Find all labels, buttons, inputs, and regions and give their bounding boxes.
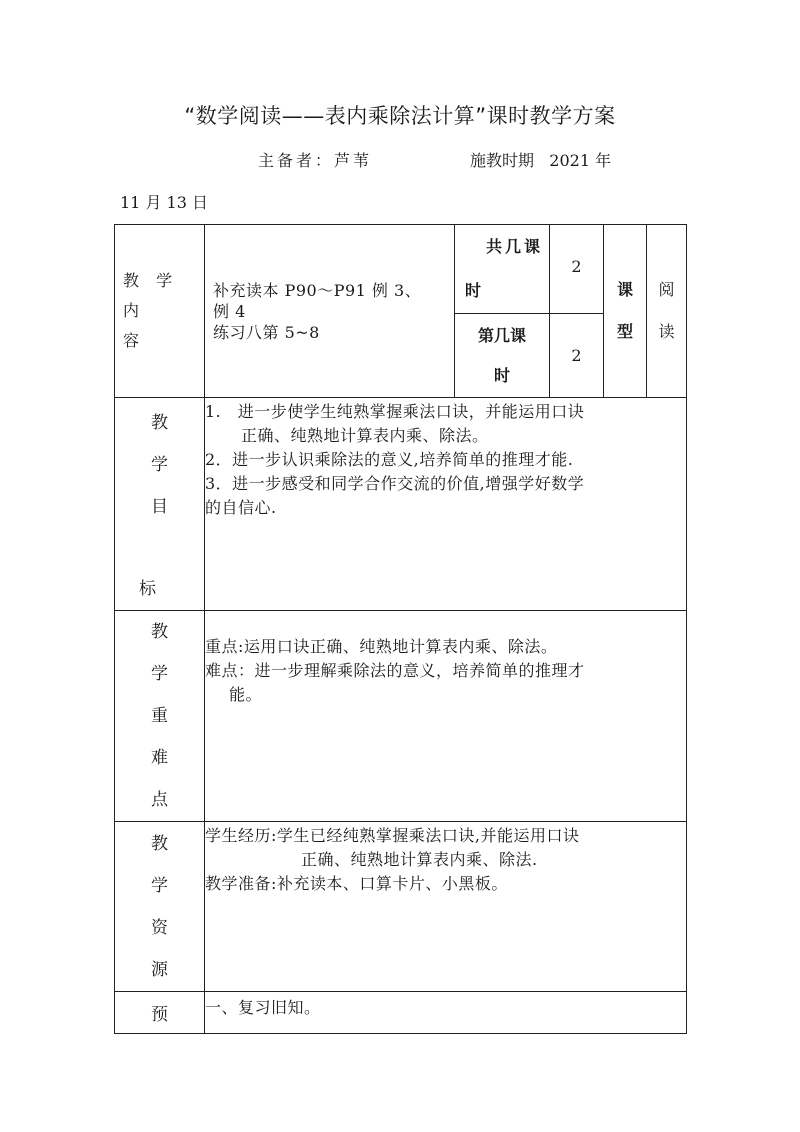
document-title: “数学阅读——表内乘除法计算”课时教学方案	[184, 104, 616, 128]
key-point-line: 能。	[229, 685, 263, 704]
goals-label-char: 学	[151, 455, 168, 475]
goal-line: 1. 进一步使学生纯熟掌握乘法口诀，并能运用口诀	[205, 402, 585, 421]
which-label-1: 第几课	[477, 325, 526, 345]
teaching-period	[470, 148, 611, 171]
resource-line: 教学准备:补充读本、口算卡片、小黑板。	[205, 874, 508, 893]
pre-label-cell: 预	[115, 992, 205, 1034]
key-label-char: 点	[151, 790, 168, 810]
key-label-char: 难	[151, 748, 168, 768]
goals-label-char: 标	[139, 579, 156, 599]
type-value-2: 读	[658, 322, 675, 341]
key-points-label-cell	[115, 611, 205, 822]
content-label-2: 容	[123, 331, 140, 350]
goals-label-char: 教	[151, 413, 168, 433]
which-hour-label	[455, 314, 550, 398]
key-point-line: 难点：进一步理解乘除法的意义，培养简单的推理才	[205, 661, 585, 680]
key-label-char: 重	[151, 706, 168, 726]
total-hours-label	[455, 225, 550, 314]
goal-line: 的自信心.	[205, 498, 277, 517]
goal-line: 2．进一步认识乘除法的意义,培养简单的推理才能.	[205, 450, 574, 469]
lesson-plan-table	[114, 224, 687, 1034]
total-label-1: 共几课	[485, 237, 543, 256]
resource-line: 正确、纯熟地计算表内乘、除法.	[301, 850, 538, 869]
resource-line: 学生经历:学生已经纯熟掌握乘法口诀,并能运用口诀	[205, 826, 580, 845]
type-label-1: 课	[616, 280, 633, 299]
which-hour-value: 2	[550, 314, 604, 398]
key-label-char: 学	[151, 664, 168, 684]
date: 11 月 13 日	[120, 193, 208, 212]
resources-cell	[205, 822, 687, 992]
goals-cell	[205, 398, 687, 611]
which-label-2: 时	[493, 365, 510, 385]
type-value-cell	[647, 225, 687, 398]
key-points-cell	[205, 611, 687, 822]
goals-label-char: 目	[151, 497, 168, 517]
key-point-line: 重点:运用口诀正确、纯熟地计算表内乘、除法。	[205, 637, 558, 656]
res-label-char: 教	[151, 833, 168, 854]
content-cell	[205, 225, 455, 398]
pre-cell: 一、复习旧知。	[205, 992, 687, 1034]
year: 2021 年	[549, 151, 612, 170]
key-label-char: 教	[151, 622, 168, 642]
goals-label-cell	[115, 398, 205, 611]
author: 主备者：芦苇	[258, 151, 373, 170]
resources-label-cell	[115, 822, 205, 992]
total-hours-value: 2	[550, 225, 604, 314]
content-label-1: 教 学 内	[123, 271, 179, 320]
content-text-2: 例 4	[213, 301, 246, 321]
res-label-char: 源	[151, 959, 168, 980]
content-text-1: 补充读本 P90～P91 例 3、	[213, 280, 422, 300]
period-label: 施教时期	[470, 151, 535, 170]
res-label-char: 资	[151, 917, 168, 938]
res-label-char: 学	[151, 875, 168, 896]
goal-line: 3．进一步感受和同学合作交流的价值,增强学好数学	[205, 474, 585, 493]
total-label-2: 时	[465, 281, 482, 300]
type-label-cell	[604, 225, 647, 398]
content-text-3: 练习八第 5~8	[213, 322, 320, 342]
goal-line: 正确、纯熟地计算表内乘、除法。	[241, 426, 489, 445]
type-value-1: 阅	[658, 280, 675, 299]
content-label-cell	[115, 225, 205, 398]
type-label-2: 型	[616, 322, 633, 341]
